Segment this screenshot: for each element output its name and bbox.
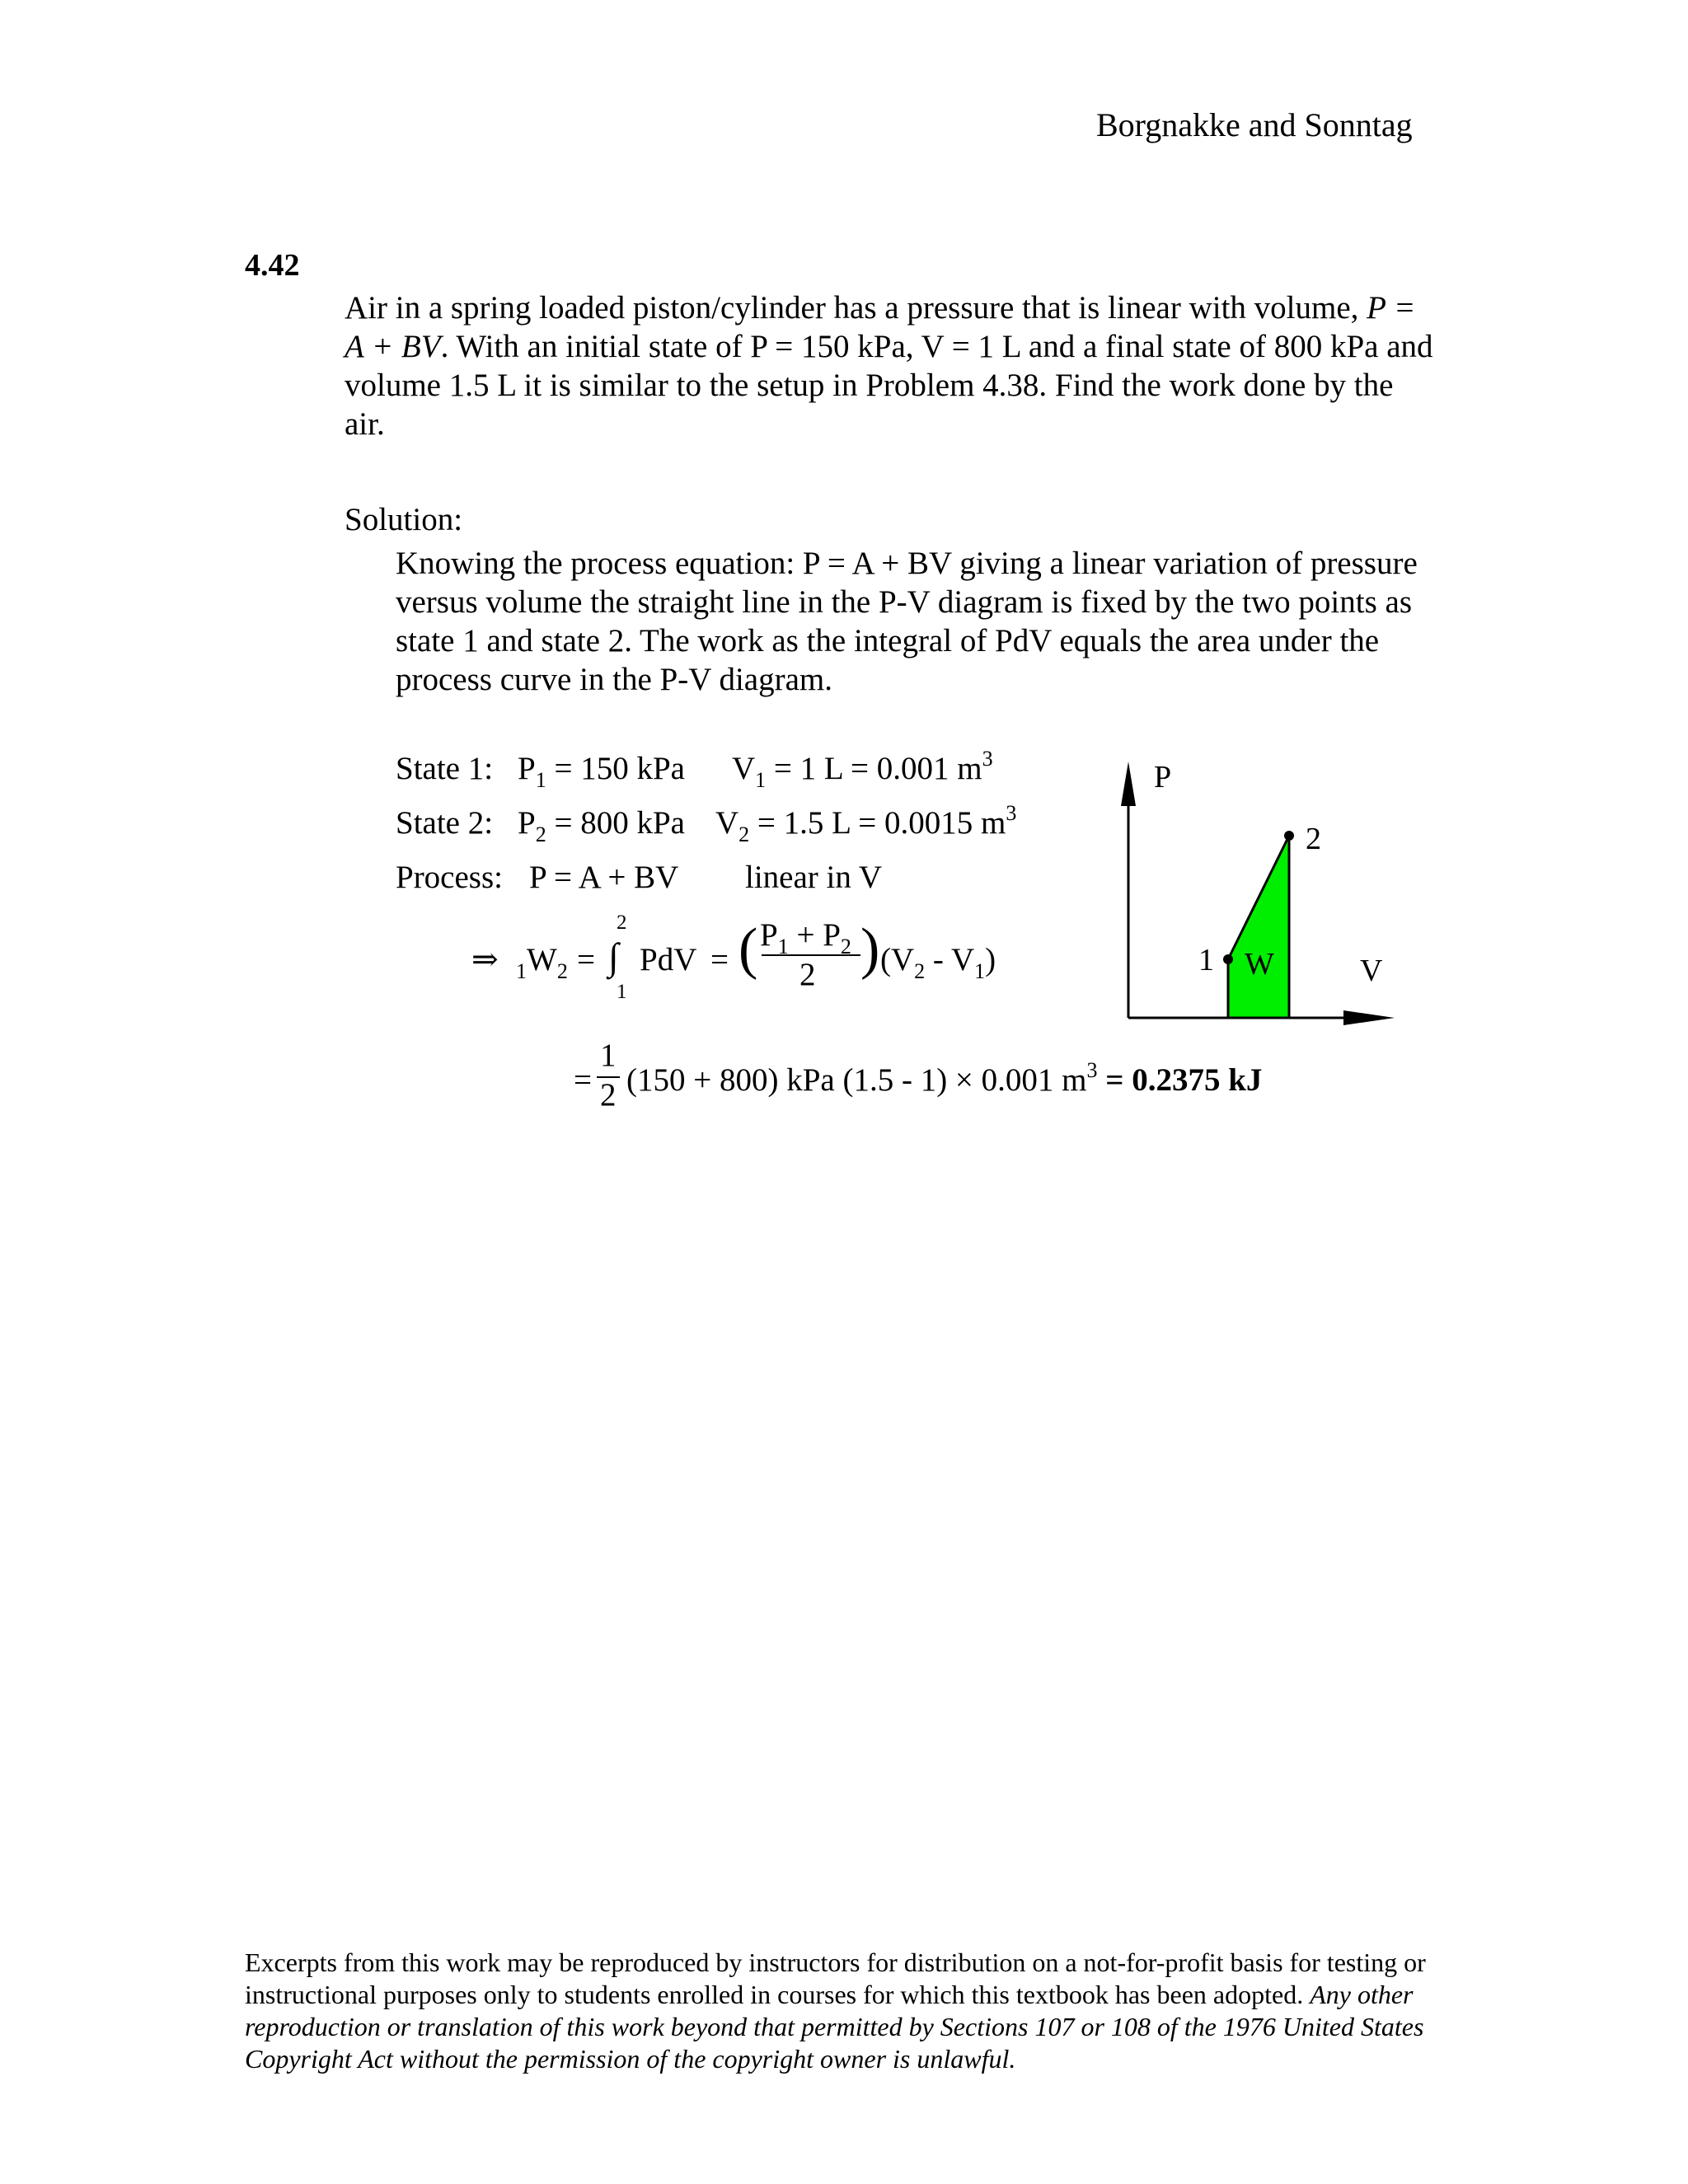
p-axis-label: P — [1154, 760, 1172, 794]
state2-volume — [715, 801, 1017, 846]
result-answer: = 0.2375 kJ — [1097, 1062, 1263, 1098]
process-equation: P = A + BV — [529, 860, 679, 895]
state2-p-subscript: 2 — [535, 823, 546, 846]
state2-v-subscript: 2 — [738, 823, 750, 846]
left-paren: ( — [738, 917, 758, 981]
state1-v-symbol: V — [732, 751, 756, 786]
result-equals: = — [574, 1062, 592, 1098]
state2-p-symbol: P — [518, 805, 536, 841]
state2-p-value: = 800 kPa — [546, 805, 685, 841]
num-p2: P — [823, 917, 841, 953]
state1-point — [1223, 954, 1233, 964]
process-note: linear in V — [745, 860, 883, 895]
solution-intro: Knowing the process equation: P = A + BV giving a linear variation of pressure versus volume the straight line in the P-V diagram is fixed by the two points as state 1 and state 2. The work as the integral of PdV equals the area under the process curve in the P-V diagram. — [396, 546, 1418, 697]
fraction-denominator: 2 — [799, 957, 816, 992]
v-axis-label: V — [1360, 954, 1383, 988]
state1-v-value: = 1 L = 0.001 m — [766, 751, 982, 786]
implies-arrow: ⇒ — [471, 942, 499, 977]
integral-sign: ∫ — [608, 935, 619, 977]
copyright-footer — [245, 1947, 1448, 2075]
state1-v-exponent: 3 — [982, 747, 993, 771]
statement-text-post: . With an initial state of P = 150 kPa, V = 1 L and a final state of 800 kPa and volume 1.5 L it is similar to the setup in Problem 4.38. Find the work done by the air. — [345, 329, 1433, 442]
result-frac-num: 1 — [600, 1038, 617, 1073]
volume-difference — [880, 941, 996, 983]
page-header-authors: Borgnakke and Sonntag — [1096, 106, 1413, 143]
num-p2-subscript: 2 — [840, 935, 851, 958]
state2-point — [1284, 831, 1294, 841]
integrand: PdV — [640, 942, 697, 977]
state2-label: 2 — [1306, 822, 1321, 856]
tail-mid: - V — [925, 942, 975, 977]
work-post-subscript: 2 — [556, 959, 568, 983]
state2-line — [396, 804, 493, 841]
problem-number: 4.42 — [245, 248, 300, 283]
state1-p-subscript: 1 — [535, 768, 546, 792]
work-w: W — [527, 942, 557, 977]
state1-label: 1 — [1198, 943, 1214, 977]
work-equals-2: = — [710, 942, 729, 977]
solution-heading: Solution: — [345, 502, 463, 537]
work-pre-subscript: 1 — [516, 959, 527, 983]
state1-line — [396, 750, 493, 787]
num-p1: P — [760, 917, 778, 953]
state1-v-subscript: 1 — [755, 768, 767, 792]
state2-label: State 2: — [396, 805, 494, 841]
state1-label: State 1: — [396, 751, 494, 786]
result-exponent: 3 — [1086, 1058, 1098, 1082]
tail-v2-subscript: 2 — [914, 959, 926, 983]
state2-v-symbol: V — [715, 805, 739, 841]
result-body: (150 + 800) kPa (1.5 - 1) × 0.001 m — [626, 1062, 1087, 1098]
work-equals-1: = — [577, 942, 595, 977]
p-axis-arrowhead — [1121, 762, 1136, 806]
tail-v1-subscript: 1 — [974, 959, 986, 983]
state1-p-symbol: P — [518, 751, 536, 786]
statement-equation: P = A + BV — [345, 290, 1416, 364]
num-p1-subscript: 1 — [777, 935, 789, 958]
state2-pressure — [518, 804, 685, 846]
state2-v-exponent: 3 — [1006, 801, 1017, 825]
state1-pressure — [518, 750, 685, 792]
footer-italic-text: Any other reproduction or translation of this work beyond that permitted by Sections 107 or 108 of the 1976 United States Copyright Act without the permission of the copyright owner is unlawful. — [245, 1980, 1424, 2074]
tail-open: (V — [880, 942, 915, 977]
tail-close: ) — [985, 942, 996, 977]
problem-statement — [345, 288, 1441, 443]
result-expression — [626, 1058, 1263, 1099]
fraction-numerator — [760, 916, 851, 958]
work-area-fill — [1228, 836, 1289, 1018]
state1-p-value: = 150 kPa — [546, 751, 685, 786]
num-plus: + — [788, 917, 823, 953]
right-paren: ) — [860, 917, 880, 981]
footer-normal-text: Excerpts from this work may be reproduced by instructors for distribution on a not-for-profit basis for testing or instructional purposes only to students enrolled in courses for which this textbook has been adopted. — [245, 1947, 1426, 2009]
result-frac-den: 2 — [600, 1077, 617, 1113]
process-label: Process: — [396, 860, 503, 895]
state1-volume — [732, 747, 993, 792]
state2-v-value: = 1.5 L = 0.0015 m — [749, 805, 1006, 841]
work-area-label: W — [1245, 947, 1274, 982]
statement-text-pre: Air in a spring loaded piston/cylinder has a pressure that is linear with volume, — [345, 290, 1367, 326]
integral-lower-limit: 1 — [617, 981, 627, 1003]
pv-diagram — [1104, 750, 1409, 1038]
v-axis-arrowhead — [1343, 1010, 1395, 1025]
integral-upper-limit: 2 — [617, 912, 627, 934]
work-symbol — [516, 941, 568, 983]
